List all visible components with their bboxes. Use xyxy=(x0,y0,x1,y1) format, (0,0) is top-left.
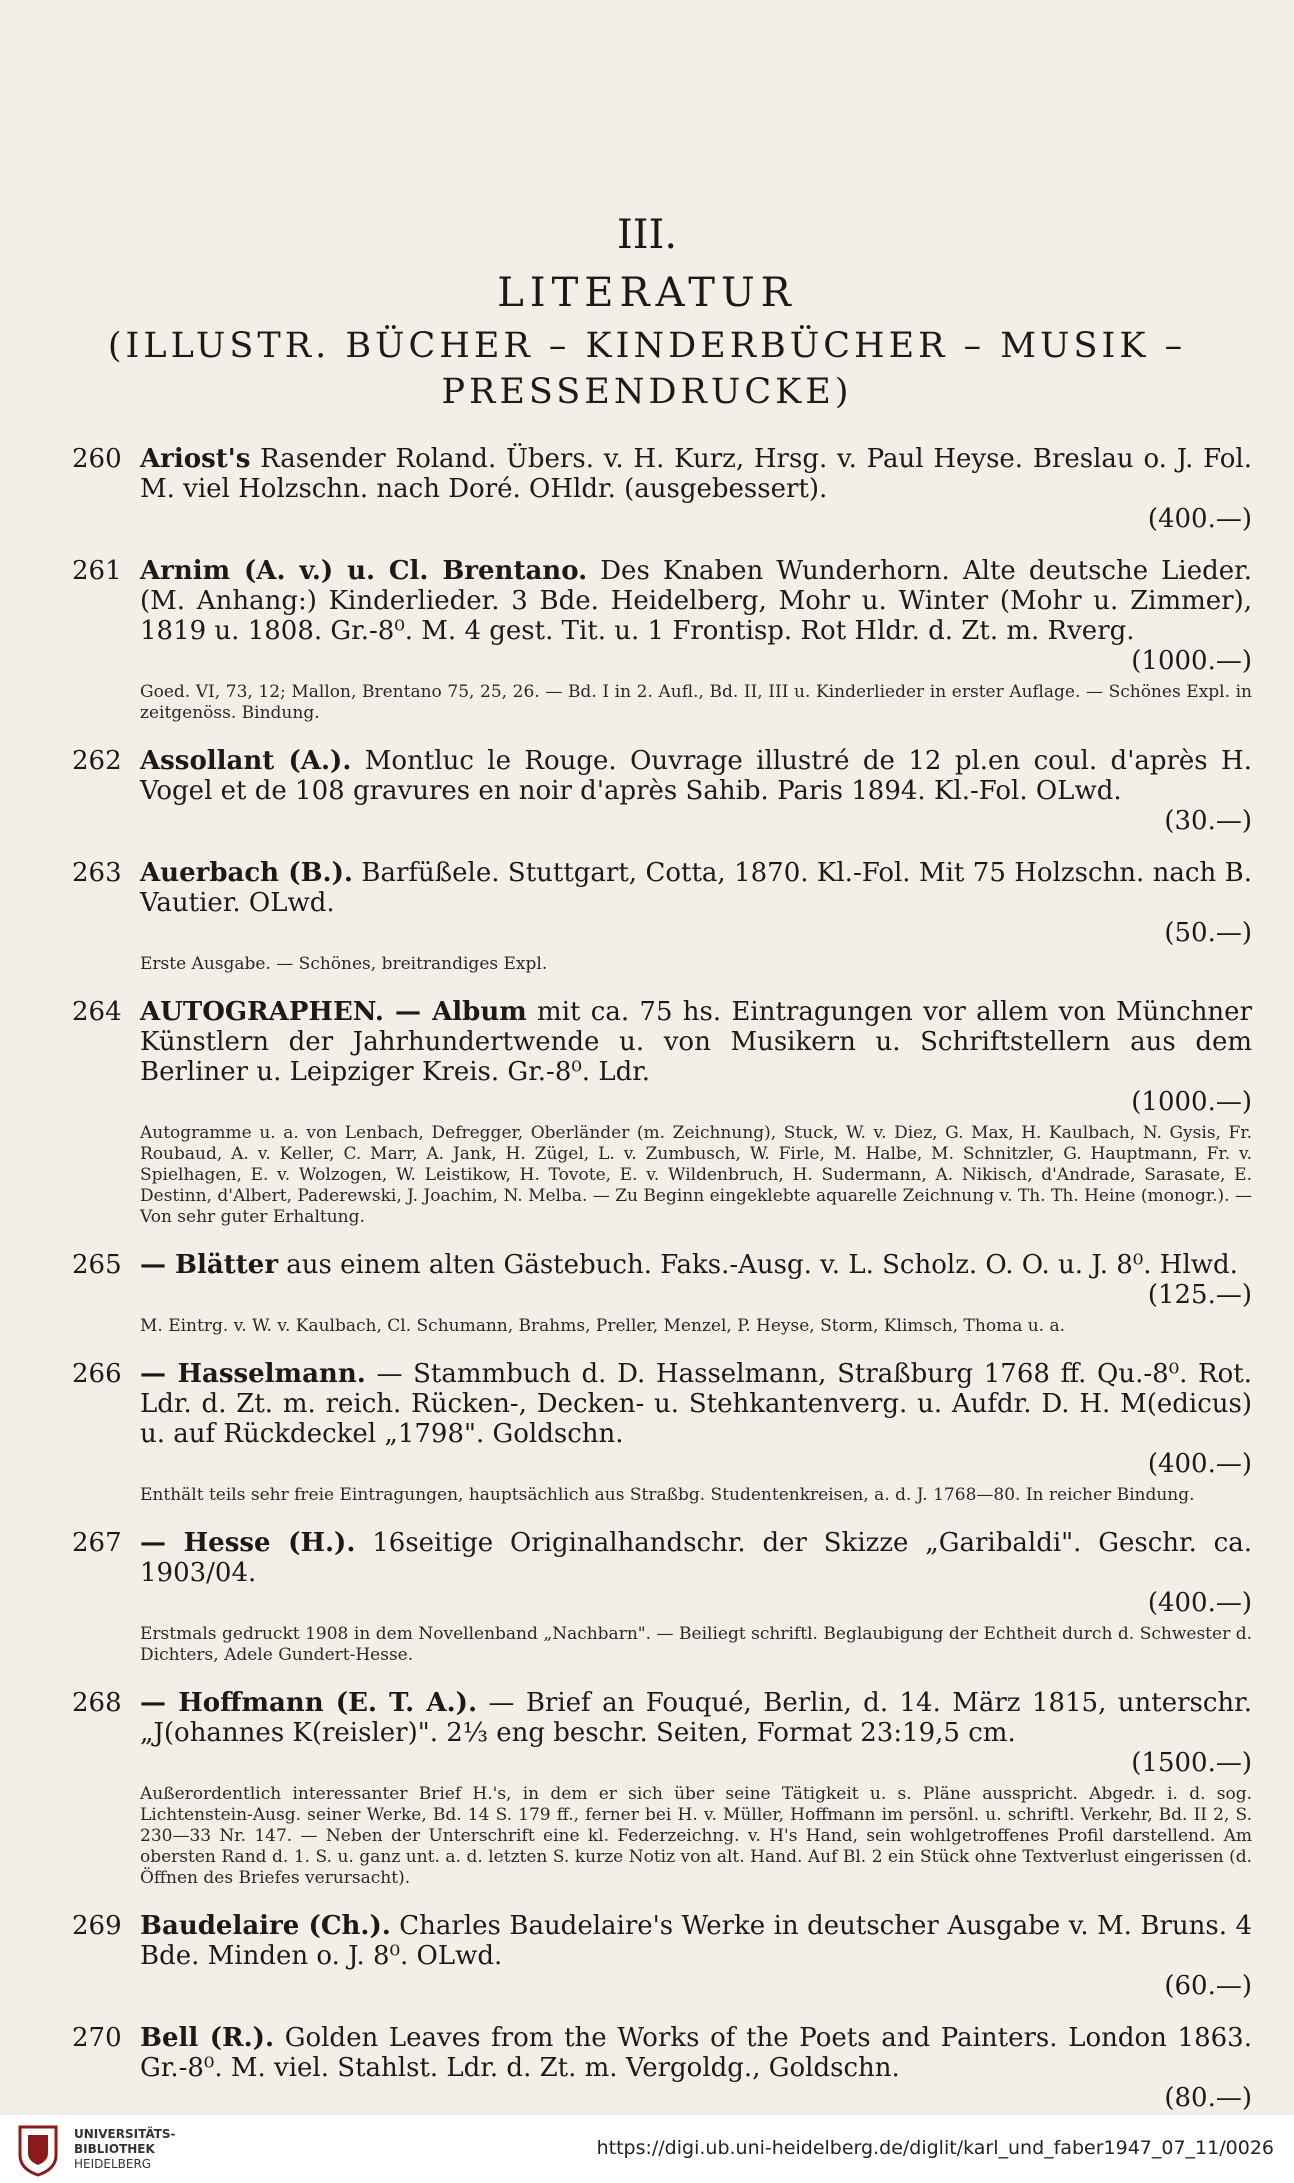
entry-text: — Brief an Fouqué, Berlin, d. 14. März 1815, unterschr. „J(ohannes K(reisler)". 2⅓ eng beschr. Seiten, Format 23:19,5 cm. xyxy=(140,1688,1252,1748)
entry-number: 270 xyxy=(72,2023,122,2053)
entry-name: Bell (R.). xyxy=(140,2023,275,2053)
entry-text: Charles Baudelaire's Werke in deutscher Ausgabe v. M. Bruns. 4 Bde. Minden o. J. 8⁰. OLwd. xyxy=(140,1911,1252,1971)
entry-price: (400.—) xyxy=(1147,504,1252,534)
entry-name: AUTOGRAPHEN. — Album xyxy=(140,997,527,1027)
entry-price: (400.—) xyxy=(1147,1588,1252,1618)
entry-description xyxy=(140,444,1252,504)
entry-name: — Hesse (H.). xyxy=(140,1528,356,1558)
entry-name: — Blätter xyxy=(140,1250,279,1280)
entry-price: (80.—) xyxy=(1164,2083,1252,2113)
entry-description xyxy=(140,746,1252,806)
catalog-entry-262 xyxy=(72,746,1252,836)
library-name xyxy=(74,2127,176,2172)
entry-name: Ariost's xyxy=(140,444,251,474)
entry-name: Baudelaire (Ch.). xyxy=(140,1911,391,1941)
entry-number: 260 xyxy=(72,444,122,474)
entry-text: 16seitige Originalhandschr. der Skizze „Garibaldi". Geschr. ca. 1903/04. xyxy=(140,1528,1252,1588)
entry-number: 268 xyxy=(72,1688,122,1718)
entry-number: 261 xyxy=(72,556,122,586)
entry-note: Erste Ausgabe. — Schönes, breitrandiges Expl. xyxy=(140,954,548,974)
catalog-entry-264 xyxy=(72,997,1252,1228)
entry-note: Enthält teils sehr freie Eintragungen, hauptsächlich aus Straßbg. Studentenkreisen, a. d. J. 1768—80. In reicher Bindung. xyxy=(140,1485,1195,1505)
entry-note: Autogramme u. a. von Lenbach, Defregger, Oberländer (m. Zeichnung), Stuck, W. v. Diez, G. Max, H. Kaulbach, N. Gysis, Fr. Roubaud, A. v. Keller, C. Marr, A. Jank, H. Zügel, L. v. Zumbusch, W. Firle, M. Halbe, M. Schnitzler, G. Hauptmann, Fr. v. Spielhagen, E. v. Wolzogen, W. Leistikow, H. Tovote, E. v. Wildenbruch, H. Sudermann, A. Nikisch, d'Andrade, Sarasate, E. Destinn, d'Albert, Paderewski, J. Joachim, N. Melba. — Zu Beginn eingeklebte aquarelle Zeichnung v. Th. Th. Heine (monogr.). — Von sehr guter Erhaltung. xyxy=(140,1123,1252,1227)
library-name-line-1: UNIVERSITÄTS- xyxy=(74,2127,176,2141)
entry-text: Des Knaben Wunderhorn. Alte deutsche Lieder. (M. Anhang:) Kinderlieder. 3 Bde. Heidelberg, Mohr u. Winter (Mohr u. Zimmer), 1819 u. 1808. Gr.-8⁰. M. 4 gest. Tit. u. 1 Frontisp. Rot Hldr. d. Zt. m. Rverg. xyxy=(140,556,1252,646)
catalog-entry-269 xyxy=(72,1911,1252,2001)
catalog-entry-267 xyxy=(72,1528,1252,1666)
section-number: III. xyxy=(616,212,678,258)
entry-name: — Hoffmann (E. T. A.). xyxy=(140,1688,477,1718)
entry-number: 269 xyxy=(72,1911,122,1941)
section-subtitle-line-1: (ILLUSTR. BÜCHER – KINDERBÜCHER – MUSIK – xyxy=(107,326,1187,366)
entry-description xyxy=(140,997,1252,1087)
entry-price: (30.—) xyxy=(1164,806,1252,836)
entry-price: (60.—) xyxy=(1164,1971,1252,2001)
entry-text: mit ca. 75 hs. Eintragungen vor allem von Münchner Künstlern der Jahrhundertwende u. von Musikern u. Schriftstellern aus dem Berliner u. Leipziger Kreis. Gr.-8⁰. Ldr. xyxy=(140,997,1252,1087)
entry-name: Assollant (A.). xyxy=(140,746,352,776)
entry-description xyxy=(140,2023,1252,2083)
catalog-entry-268 xyxy=(72,1688,1252,1889)
entry-name: Auerbach (B.). xyxy=(140,858,353,888)
catalog-entry-263 xyxy=(72,858,1252,975)
entry-text: Golden Leaves from the Works of the Poets and Painters. London 1863. Gr.-8⁰. M. viel. Stahlst. Ldr. d. Zt. m. Vergoldg., Goldschn. xyxy=(140,2023,1252,2083)
library-name-line-3: HEIDELBERG xyxy=(74,2157,152,2171)
entry-price: (1000.—) xyxy=(1131,646,1252,676)
catalog-entries xyxy=(72,444,1252,2162)
entry-number: 265 xyxy=(72,1250,122,1280)
library-seal-icon xyxy=(14,2121,62,2177)
entry-price: (1500.—) xyxy=(1131,1748,1252,1778)
entry-text: Barfüßele. Stuttgart, Cotta, 1870. Kl.-Fol. Mit 75 Holzschn. nach B. Vautier. OLwd. xyxy=(140,858,1252,918)
entry-description xyxy=(140,1528,1252,1588)
library-name-line-2: BIBLIOTHEK xyxy=(74,2142,155,2156)
entry-number: 266 xyxy=(72,1359,122,1389)
entry-description xyxy=(140,1250,1252,1280)
catalog-entry-265 xyxy=(72,1250,1252,1337)
entry-note: Goed. VI, 73, 12; Mallon, Brentano 75, 25, 26. — Bd. I in 2. Aufl., Bd. II, III u. Kinderlieder in erster Auflage. — Schönes Expl. in zeitgenöss. Bindung. xyxy=(140,682,1252,723)
entry-note: Erstmals gedruckt 1908 in dem Novellenband „Nachbarn". — Beiliegt schriftl. Beglaubigung der Echtheit durch d. Schwester d. Dichters, Adele Gundert-Hesse. xyxy=(140,1624,1252,1665)
entry-number: 262 xyxy=(72,746,122,776)
entry-number: 267 xyxy=(72,1528,122,1558)
entry-text: — Stammbuch d. D. Hasselmann, Straßburg 1768 ff. Qu.-8⁰. Rot. Ldr. d. Zt. m. reich. Rücken-, Decken- u. Stehkantenverg. u. Aufdr. D. H. M(edicus) u. auf Rückdeckel „1798". Goldschn. xyxy=(140,1359,1252,1449)
entry-number: 264 xyxy=(72,997,122,1027)
entry-description xyxy=(140,1911,1252,1971)
entry-price: (50.—) xyxy=(1164,918,1252,948)
entry-price: (125.—) xyxy=(1147,1280,1252,1310)
section-title: LITERATUR xyxy=(497,270,797,316)
entry-number: 263 xyxy=(72,858,122,888)
catalog-entry-266 xyxy=(72,1359,1252,1506)
footer-bar xyxy=(0,2115,1294,2183)
entry-note: M. Eintrg. v. W. v. Kaulbach, Cl. Schumann, Brahms, Preller, Menzel, P. Heyse, Storm, Klimsch, Thoma u. a. xyxy=(140,1316,1066,1336)
entry-name: Arnim (A. v.) u. Cl. Brentano. xyxy=(140,556,588,586)
entry-price: (400.—) xyxy=(1147,1449,1252,1479)
catalog-entry-260 xyxy=(72,444,1252,534)
source-url-link[interactable]: https://digi.ub.uni-heidelberg.de/diglit/karl_und_faber1947_07_11/0026 xyxy=(596,2137,1274,2159)
entry-name: — Hasselmann. xyxy=(140,1359,366,1389)
entry-description xyxy=(140,858,1252,918)
entry-price: (1000.—) xyxy=(1131,1087,1252,1117)
section-subtitle-line-2: PRESSENDRUCKE) xyxy=(441,372,853,412)
catalog-entry-261 xyxy=(72,556,1252,724)
entry-description xyxy=(140,1359,1252,1449)
entry-description xyxy=(140,1688,1252,1748)
entry-note: Außerordentlich interessanter Brief H.'s, in dem er sich über seine Tätigkeit u. s. Pläne ausspricht. Abgedr. i. d. sog. Lichtenstein-Ausg. seiner Werke, Bd. 14 S. 179 ff., ferner bei H. v. Müller, Hoffmann im persönl. u. schriftl. Verkehr, Bd. II 2, S. 230—33 Nr. 147. — Neben der Unterschrift eine kl. Federzeichng. v. H's Hand, sein wohlgetroffenes Profil darstellend. Am obersten Rand d. 1. S. u. ganz unt. a. d. letzten S. kurze Notiz von alt. Hand. Auf Bl. 2 ein Stück ohne Textverlust eingerissen (d. Öffnen des Briefes verursacht). xyxy=(140,1784,1252,1888)
entry-text: Montluc le Rouge. Ouvrage illustré de 12 pl.en coul. d'après H. Vogel et de 108 gravures en noir d'après Sahib. Paris 1894. Kl.-Fol. OLwd. xyxy=(140,746,1252,806)
entry-text: Rasender Roland. Übers. v. H. Kurz, Hrsg. v. Paul Heyse. Breslau o. J. Fol. M. viel Holzschn. nach Doré. OHldr. (ausgebessert). xyxy=(140,444,1252,504)
entry-text: aus einem alten Gästebuch. Faks.-Ausg. v. L. Scholz. O. O. u. J. 8⁰. Hlwd. xyxy=(278,1250,1238,1280)
entry-description xyxy=(140,556,1252,646)
